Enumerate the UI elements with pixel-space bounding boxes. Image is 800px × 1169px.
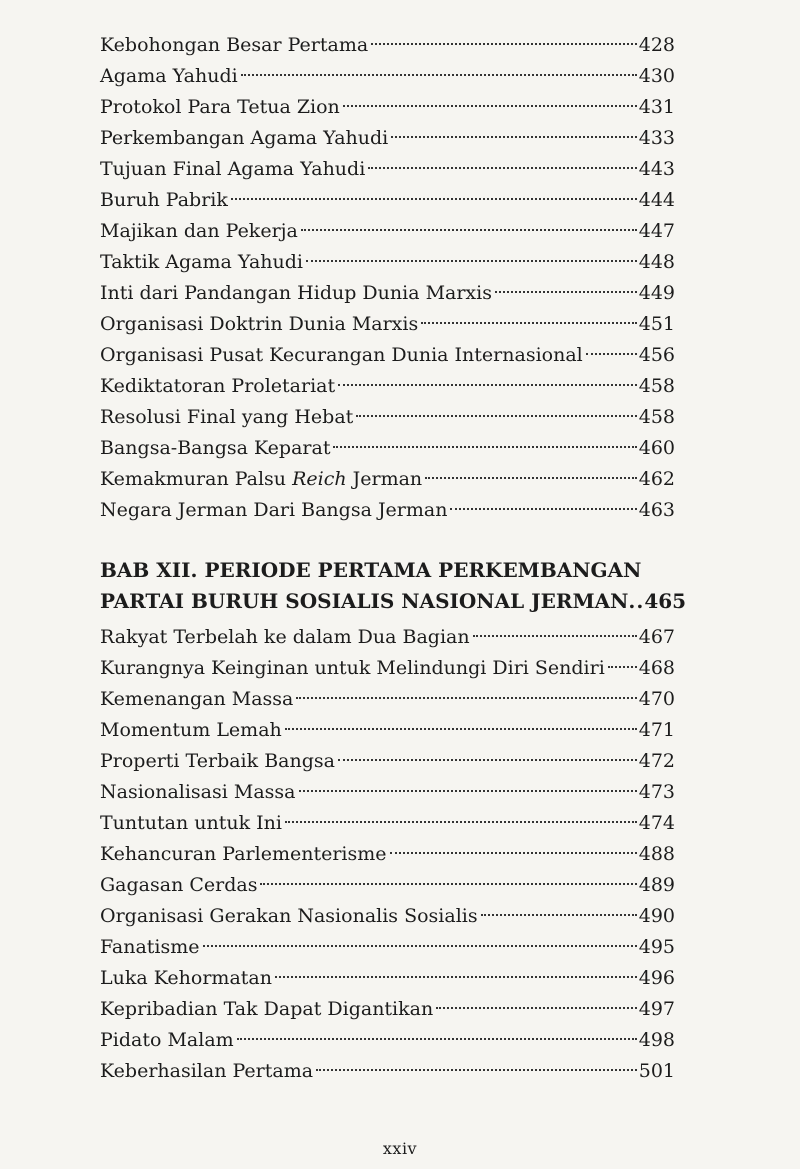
toc-entry: [100, 402, 675, 433]
dot-leader: [473, 635, 637, 637]
toc-entry: [100, 154, 675, 185]
dot-leader: [481, 914, 637, 916]
toc-entry: [100, 371, 675, 402]
toc-entry-title: Organisasi Pusat Kecurangan Dunia Internasional: [100, 344, 583, 366]
toc-entry: [100, 1056, 675, 1087]
title-text-pre: Kemakmuran Palsu: [100, 468, 293, 490]
toc-entry-title: [100, 464, 422, 495]
dot-leader: [231, 198, 637, 200]
toc-entry-title: Organisasi Doktrin Dunia Marxis: [100, 313, 419, 335]
dot-leader: [421, 322, 637, 324]
chapter-heading-line2-row: [100, 586, 687, 617]
toc-entry-title: Kehancuran Parlementerisme: [100, 843, 387, 865]
toc-entry-title: Kediktatoran Proletariat: [100, 375, 336, 397]
toc-entry-title: Momentum Lemah: [100, 719, 282, 741]
toc-entry-page: 431: [638, 96, 675, 118]
toc-entry-page: 449: [638, 282, 675, 304]
title-text-italic: Reich: [292, 468, 347, 490]
page-number: xxiv: [382, 1139, 418, 1158]
dot-leader: [356, 415, 636, 417]
toc-entry-title: Pidato Malam: [100, 1029, 234, 1051]
dot-leader: [241, 74, 637, 76]
dot-leader: [299, 790, 637, 792]
toc-entry-page: 428: [638, 34, 675, 56]
toc-list-part2: [100, 622, 675, 1087]
dot-leader: [333, 446, 636, 448]
chapter-heading-line1: BAB XII. PERIODE PERTAMA PERKEMBANGAN: [100, 558, 642, 582]
dot-leader: [390, 852, 637, 854]
toc-entry: [100, 247, 675, 278]
toc-entry-page: 460: [638, 437, 675, 459]
toc-entry: [100, 622, 675, 653]
toc-entry-page: 447: [638, 220, 675, 242]
chapter-page: 465: [644, 589, 687, 613]
toc-entry-title: Taktik Agama Yahudi: [100, 251, 304, 273]
toc-entry-page: 463: [638, 499, 675, 521]
dot-leader: [285, 821, 637, 823]
toc-entry-title: Negara Jerman Dari Bangsa Jerman: [100, 499, 448, 521]
toc-entry: [100, 464, 675, 495]
toc-entry: [100, 653, 675, 684]
dot-leader: [275, 976, 637, 978]
toc-entry-title: Fanatisme: [100, 936, 200, 958]
toc-entry-title: Kepribadian Tak Dapat Digantikan: [100, 998, 434, 1020]
toc-entry: [100, 30, 675, 61]
toc-entry-page: 433: [638, 127, 675, 149]
toc-entry-title: Perkembangan Agama Yahudi: [100, 127, 389, 149]
toc-entry: [100, 1025, 675, 1056]
toc-entry-page: 474: [638, 812, 675, 834]
toc-entry-page: 495: [638, 936, 675, 958]
dot-leader: [425, 477, 637, 479]
toc-entry: [100, 216, 675, 247]
dot-leader: [450, 508, 636, 510]
chapter-heading-line2: PARTAI BURUH SOSIALIS NASIONAL JERMAN: [100, 589, 629, 613]
toc-entry: [100, 870, 675, 901]
toc-entry: [100, 839, 675, 870]
toc-entry: [100, 340, 675, 371]
dot-leader: [296, 697, 636, 699]
toc-entry: [100, 777, 675, 808]
toc-entry-page: 501: [638, 1060, 675, 1082]
toc-entry-page: 468: [638, 657, 675, 679]
toc-entry-page: 471: [638, 719, 675, 741]
toc-entry-page: 458: [638, 406, 675, 428]
dot-leader: [368, 167, 636, 169]
toc-entry-title: Kemenangan Massa: [100, 688, 294, 710]
dot-leader: [391, 136, 637, 138]
dot-leader: [237, 1038, 637, 1040]
dot-leader: [343, 105, 637, 107]
toc-entry-page: 451: [638, 313, 675, 335]
toc-entry-title: Inti dari Pandangan Hidup Dunia Marxis: [100, 282, 492, 304]
toc-entry: [100, 123, 675, 154]
toc-entry-page: 498: [638, 1029, 675, 1051]
toc-entry-page: 462: [638, 468, 675, 490]
title-text-post: Jerman: [346, 468, 423, 490]
toc-entry-page: 472: [638, 750, 675, 772]
toc-entry-title: Protokol Para Tetua Zion: [100, 96, 340, 118]
toc-entry-title: Tuntutan untuk Ini: [100, 812, 282, 834]
toc-entry-page: 467: [638, 626, 675, 648]
toc-entry: [100, 92, 675, 123]
dot-leader: [608, 666, 637, 668]
toc-entry-page: 496: [638, 967, 675, 989]
toc-entry-title: Gagasan Cerdas: [100, 874, 258, 896]
toc-entry-page: 444: [638, 189, 675, 211]
toc-entry-page: 470: [638, 688, 675, 710]
toc-entry-title: Nasionalisasi Massa: [100, 781, 296, 803]
toc-entry: [100, 185, 675, 216]
dot-leader: [371, 43, 637, 45]
dot-leader: [260, 883, 636, 885]
toc-entry-page: 430: [638, 65, 675, 87]
toc-entry-title: Buruh Pabrik: [100, 189, 228, 211]
toc-entry: [100, 994, 675, 1025]
toc-entry: [100, 715, 675, 746]
toc-entry-page: 473: [638, 781, 675, 803]
toc-entry-title: Kebohongan Besar Pertama: [100, 34, 369, 56]
dot-leader: [338, 384, 637, 386]
dot-leader: [301, 229, 637, 231]
toc-entry-title: Luka Kehormatan: [100, 967, 272, 989]
toc-entry-title: Properti Terbaik Bangsa: [100, 750, 335, 772]
toc-entry-title: Kurangnya Keinginan untuk Melindungi Diri Sendiri: [100, 657, 605, 679]
toc-entry-page: 448: [638, 251, 675, 273]
dot-leader: [316, 1069, 637, 1071]
toc-entry: [100, 932, 675, 963]
toc-entry-title: Organisasi Gerakan Nasionalis Sosialis: [100, 905, 478, 927]
toc-entry-page: 490: [638, 905, 675, 927]
dot-leader: [436, 1007, 637, 1009]
toc-entry: [100, 746, 675, 777]
toc-entry-page: 456: [638, 344, 675, 366]
toc-entry: [100, 684, 675, 715]
dot-leader: [495, 291, 637, 293]
toc-entry-page: 497: [638, 998, 675, 1020]
dot-leader: [285, 728, 637, 730]
toc-entry: [100, 433, 675, 464]
toc-entry: [100, 901, 675, 932]
toc-entry: [100, 309, 675, 340]
toc-entry-page: 443: [638, 158, 675, 180]
toc-list-part1: [100, 30, 675, 526]
toc-entry-title: Keberhasilan Pertama: [100, 1060, 314, 1082]
toc-entry: [100, 278, 675, 309]
toc-entry-title: Bangsa-Bangsa Keparat: [100, 437, 331, 459]
toc-entry-title: Rakyat Terbelah ke dalam Dua Bagian: [100, 626, 470, 648]
dot-leader: [586, 353, 637, 355]
toc-entry-title: Majikan dan Pekerja: [100, 220, 298, 242]
toc-entry-title: Tujuan Final Agama Yahudi: [100, 158, 366, 180]
chapter-leader: ..: [628, 589, 645, 613]
chapter-heading: [100, 555, 687, 617]
toc-entry: [100, 808, 675, 839]
toc-entry-page: 488: [638, 843, 675, 865]
dot-leader: [306, 260, 637, 262]
toc-entry: [100, 61, 675, 92]
dot-leader: [338, 759, 637, 761]
toc-entry-page: 458: [638, 375, 675, 397]
toc-entry-title: Resolusi Final yang Hebat: [100, 406, 354, 428]
toc-entry-page: 489: [638, 874, 675, 896]
dot-leader: [203, 945, 637, 947]
toc-entry-title: Agama Yahudi: [100, 65, 238, 87]
toc-entry: [100, 963, 675, 994]
toc-entry: [100, 495, 675, 526]
